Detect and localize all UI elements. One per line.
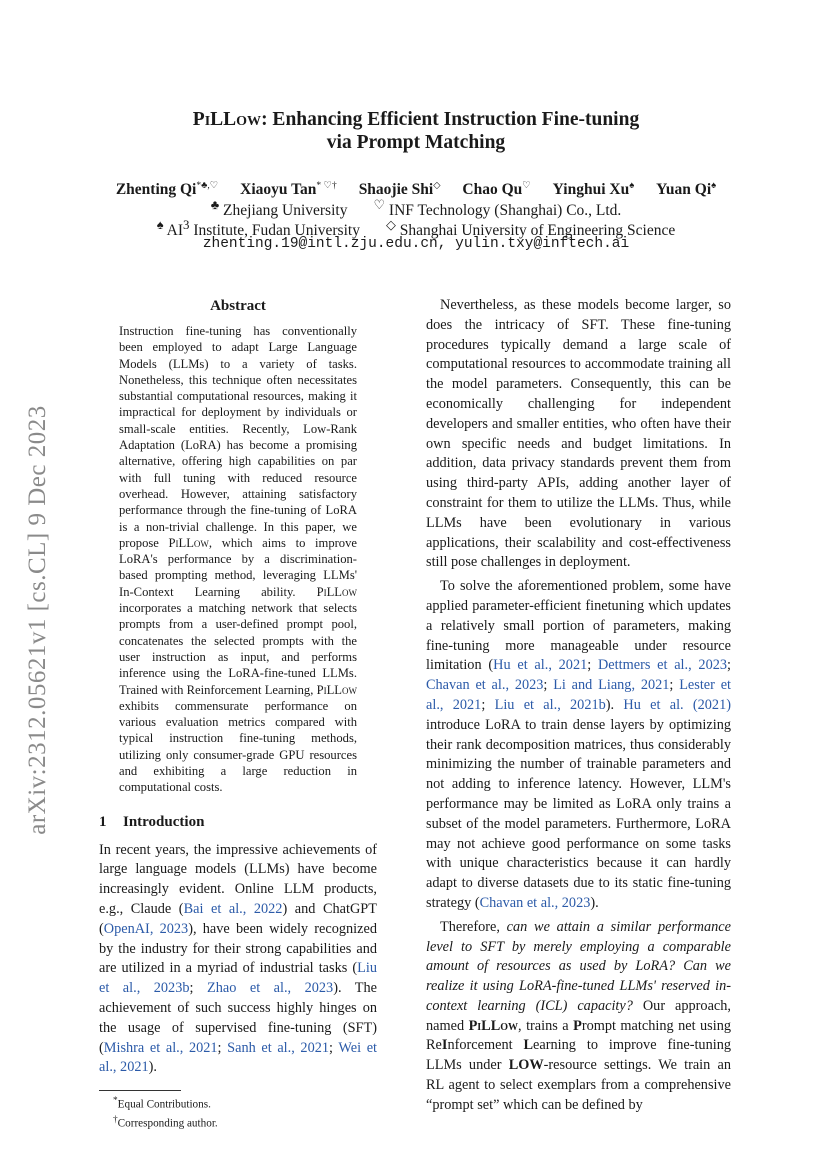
arxiv-identifier-text: arXiv:2312.05621v1 [cs.CL] 9 Dec 2023 bbox=[24, 405, 51, 835]
paper-title bbox=[100, 108, 732, 154]
citation-link[interactable]: Mishra et al., 2021 bbox=[103, 1039, 218, 1056]
citation-link[interactable]: Liu et al., 2023b bbox=[99, 960, 377, 997]
author-emails: zhenting.19@intl.zju.edu.cn, yulin.txy@inftech.ai bbox=[202, 236, 630, 252]
research-question: can we attain a similar performance level to SFT by merely employing a comparable amount of resources as used by LoRA? Can we realize it using LoRA-fine-tuned LLMs' reserved in-context learning (ICL) capacity? bbox=[426, 918, 731, 1014]
abstract-text: Instruction fine-tuning has conventionally been employed to adapt Large Language Models (LLMs) to a variety of tasks. Nonetheless, this technique often necessitates substantial computational resources, making it impractical for deployment by individuals or small-scale entities. Recently, Low-Rank Adaptation (LoRA) has become a promising alternative, offering high capabilities on par with full tuning with reduced resource overhead. However, attaining satisfactory performance through the fine-tuning of LoRA is a non-trivial challenge. In this paper, we propose PiLLow, which aims to improve LoRA's performance by a discrimination-based prompting method, leveraging LLMs' In-Context Learning ability. PiLLow incorporates a matching network that selects prompts from a user-defined prompt pool, concatenates the selected prompts with the user instruction as input, and performs inference using the LoRA-fine-tuned LLMs. Trained with Reinforcement Learning, PiLLow exhibits commensurate performance on various evaluation metrics compared with typical instruction fine-tuning methods, utilizing only consumer-grade GPU resources and exhibiting a large reduction in computational costs. bbox=[119, 324, 357, 795]
affiliation-line-1: ♣ Zhejiang University ♡ INF Technology (Shanghai) Co., Ltd. bbox=[210, 197, 622, 220]
right-column bbox=[426, 296, 731, 1116]
author: Shaojie Shi◇ bbox=[358, 181, 441, 199]
title-line-1: : Enhancing Efficient Instruction Fine-tuning bbox=[261, 109, 640, 130]
left-column bbox=[99, 296, 377, 1132]
author: Chao Qu♡ bbox=[462, 181, 531, 199]
affiliation-zhejiang: Zhejiang University bbox=[223, 202, 348, 220]
title-line-2: via Prompt Matching bbox=[326, 132, 506, 153]
intro-paragraph-1: In recent years, the impressive achievements of large language models (LLMs) have become increasingly evident. Online LLM products, e.g., Claude (Bai et al., 2022) and ChatGPT (OpenAI, 2023), have been widely recognized by the industry for their strong capabilities and are utilized in a myriad of industrial tasks (Liu et al., 2023b; Zhao et al., 2023). The achievement of such success highly hinges on the usage of supervised fine-tuning (SFT) (Mishra et al., 2021; Sanh et al., 2021; Wei et al., 2021). bbox=[99, 841, 378, 1076]
intro-paragraph-4: Therefore, can we attain a similar performance level to SFT by merely employing a comparable amount of resources as used by LoRA? Can we realize it using LoRA-fine-tuned LLMs' reserved in-context learning (ICL) capacity? Our approach, named PiLLow, trains a Prompt matching net using ReInforcement Learning to improve fine-tuning LLMs under LOW-resource settings. We train an RL agent to select exemplars from a comprehensive “prompt set” which can be defined by bbox=[426, 918, 731, 1113]
affiliation-sues: Shanghai University of Engineering Science bbox=[399, 222, 676, 240]
intro-paragraph-2: Nevertheless, as these models become larger, so does the intricacy of SFT. These fine-tuning procedures typically demand a large scale of computational resources to accommodate training all the model parameters. Consequently, this can be economically challenging for independent developers and smaller entities, who often have their own specific needs and budget limitations. In addition, data privacy standards prevent them from using third-party APIs, adding another layer of constraint for them to utilize the LLMs. Thus, while LLMs have been evolutionary in various applications, their scalability and cost-effectiveness still pose challenges in deployment. bbox=[426, 297, 731, 571]
title-method-name: PiLLow bbox=[192, 109, 262, 130]
intro-paragraph-3: To solve the aforementioned problem, some have applied parameter-efficient finetuning which updates a relatively small portion of parameters, making fine-tuning more manageable under resource limitation (Hu et al., 2021; Dettmers et al., 2023; Chavan et al., 2023; Li and Liang, 2021; Lester et al., 2021; Liu et al., 2021b). Hu et al. (2021) introduce LoRA to train dense layers by optimizing their rank decomposition matrices, thus considerably minimizing the number of trainable parameters and not adding to inference latency. However, LLM's performance may be limited as LoRA only trains a subset of the model parameters. Furthermore, LoRA may not achieve good performance on some tasks with unique characteristics because it can hardly adapt to diverse datasets due to its static fine-tuning strategy (Chavan et al., 2023). bbox=[426, 578, 732, 911]
citation-link[interactable]: Hu et al., 2021 bbox=[493, 657, 588, 674]
section-heading-introduction: 1 Introduction bbox=[99, 813, 205, 830]
footnote-divider bbox=[99, 1090, 181, 1091]
footnote-corresponding-author: †Corresponding author. bbox=[113, 1114, 218, 1130]
footnote-equal-contribution: *Equal Contributions. bbox=[113, 1096, 211, 1111]
citation-link[interactable]: Bai et al., 2022 bbox=[183, 901, 283, 917]
author: Xiaoyu Tan* ♡† bbox=[240, 181, 337, 199]
citation-link[interactable]: Li and Liang, 2021 bbox=[553, 677, 670, 694]
citation-link[interactable]: Hu et al. (2021) bbox=[623, 696, 731, 713]
affiliation-fudan: $AI^3$ Institute, Fudan University bbox=[166, 217, 360, 240]
method-name: PiLLow bbox=[468, 1017, 519, 1034]
citation-link[interactable]: Chavan et al., 2023 bbox=[426, 677, 544, 694]
citation-link[interactable]: Lester et al., 2021 bbox=[426, 677, 732, 713]
abstract-heading: Abstract bbox=[210, 298, 266, 314]
arxiv-identifier-stamp bbox=[20, 370, 56, 870]
citation-link[interactable]: Zhao et al., 2023 bbox=[206, 980, 334, 997]
citation-link[interactable]: Sanh et al., 2021 bbox=[227, 1039, 330, 1056]
author: Yuan Qi♠ bbox=[656, 181, 717, 199]
citation-link[interactable]: Wei et al., 2021 bbox=[99, 1039, 378, 1076]
citation-link[interactable]: OpenAI, 2023 bbox=[103, 920, 189, 937]
author: Zhenting Qi*♣,♡ bbox=[115, 181, 219, 199]
affiliation-line-2: ♠ $AI^3$ Institute, Fudan University ◇ Shanghai University of Engineering Science bbox=[156, 217, 676, 240]
citation-link[interactable]: Liu et al., 2021b bbox=[494, 696, 606, 713]
author: Yinghui Xu♠ bbox=[552, 181, 635, 199]
affiliation-inf: INF Technology (Shanghai) Co., Ltd. bbox=[388, 202, 622, 220]
citation-link[interactable]: Chavan et al., 2023 bbox=[479, 894, 591, 911]
citation-link[interactable]: Dettmers et al., 2023 bbox=[597, 657, 728, 674]
